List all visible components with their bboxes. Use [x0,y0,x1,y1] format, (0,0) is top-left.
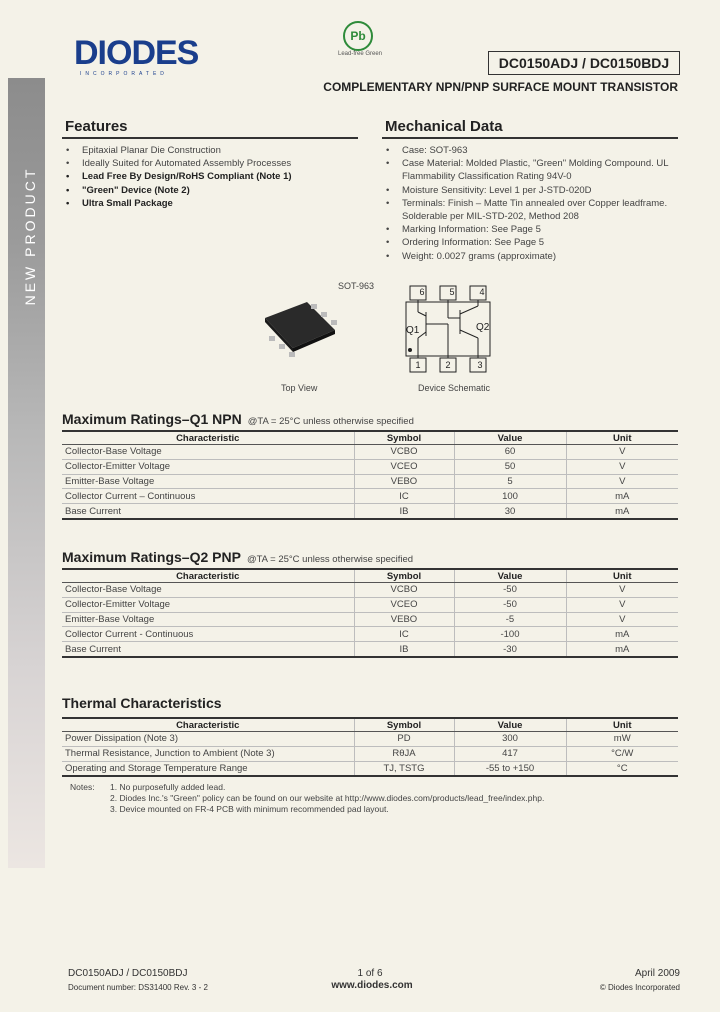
col-symbol: Symbol [354,569,454,583]
table-row: Thermal Resistance, Junction to Ambient (Note 3) RθJA 417 °C/W [62,746,678,761]
thermal-table-title: Thermal Characteristics [62,695,222,711]
q1-ratings-section [62,411,678,520]
q2-ratings-table [62,568,678,658]
mechanical-title: Mechanical Data [382,115,678,139]
lead-free-label: Lead-free Green [337,51,383,57]
q1-ratings-table [62,430,678,520]
col-symbol: Symbol [354,431,454,445]
table-row: Base Current IB -30 mA [62,642,678,657]
mechanical-section [382,115,678,263]
q1-table-title: Maximum Ratings–Q1 NPN [62,411,242,427]
footer-date: April 2009 [634,968,680,979]
note-item: 2. Diodes Inc.'s "Green" policy can be found on our website at http://www.diodes.com/products/lead_free/index.php. [110,793,545,803]
table-row: Collector-Emitter Voltage VCEO -50 V [62,597,678,612]
q1-table-condition: @TA = 25°C unless otherwise specified [247,416,414,427]
q1-label: Q1 [406,325,420,336]
pin-5-label: 5 [449,287,455,297]
col-value: Value [454,569,566,583]
mechanical-item: • Moisture Sensitivity: Level 1 per J-STD-020D [382,184,678,197]
pin-1-label: 1 [415,360,421,370]
feature-item: • Lead Free By Design/RoHS Compliant (Note 1) [62,170,358,183]
mechanical-item: • Case: SOT-963 [382,144,678,157]
col-characteristic: Characteristic [62,718,354,732]
part-number: DC0150ADJ / DC0150BDJ [488,51,680,75]
diodes-logo: DIODES [74,34,199,72]
pin-2-label: 2 [445,360,451,370]
mechanical-item: • Marking Information: See Page 5 [382,223,678,236]
note-item: 1. No purposefully added lead. [110,782,226,792]
q2-label: Q2 [476,322,490,333]
q2-table-title: Maximum Ratings–Q2 PNP [62,549,241,565]
mechanical-item: • Terminals: Finish – Matte Tin annealed over Copper leadframe. Solderable per MIL-STD-202, Method 208 [382,197,678,223]
q2-ratings-section [62,549,678,658]
diodes-logo-sub: INCORPORATED [80,71,168,77]
side-banner-text: NEW PRODUCT [22,166,38,306]
col-symbol: Symbol [354,718,454,732]
pin-4-label: 4 [479,287,485,297]
top-view-label: Top View [281,383,318,393]
mechanical-item: • Weight: 0.0027 grams (approximate) [382,250,678,263]
feature-item: • Ideally Suited for Automated Assembly Processes [62,157,358,170]
package-label: SOT-963 [338,281,375,291]
q2-table-condition: @TA = 25°C unless otherwise specified [246,554,414,565]
col-characteristic: Characteristic [62,431,354,445]
footer-copyright: © Diodes Incorporated [599,983,680,992]
mechanical-list [382,144,678,263]
table-row: Emitter-Base Voltage VEBO 5 V [62,474,678,489]
mechanical-item: • Case Material: Molded Plastic, "Green" Molding Compound. UL Flammability Classification Rating 94V-0 [382,157,678,183]
table-row: Collector Current - Continuous IC -100 mA [62,627,678,642]
pin-3-label: 3 [477,360,483,370]
feature-item: • "Green" Device (Note 2) [62,184,358,197]
note-item: 3. Device mounted on FR-4 PCB with minimum recommended pad layout. [110,804,389,814]
thermal-table [62,717,678,777]
col-unit: Unit [566,431,678,445]
table-row: Power Dissipation (Note 3) PD 300 mW [62,732,678,747]
table-row: Emitter-Base Voltage VEBO -5 V [62,612,678,627]
col-value: Value [454,718,566,732]
col-value: Value [454,431,566,445]
feature-item: • Epitaxial Planar Die Construction [62,144,358,157]
notes-label: Notes: [70,782,95,792]
features-section [62,115,358,210]
col-unit: Unit [566,569,678,583]
pin-6-label: 6 [419,287,425,297]
table-row: Operating and Storage Temperature Range TJ, TSTG -55 to +150 °C [62,761,678,776]
side-banner [8,78,45,868]
table-row: Collector-Emitter Voltage VCEO 50 V [62,459,678,474]
feature-item: • Ultra Small Package [62,197,358,210]
table-row: Base Current IB 30 mA [62,504,678,519]
notes-list [110,782,544,815]
col-characteristic: Characteristic [62,569,354,583]
table-row: Collector-Base Voltage VCBO -50 V [62,583,678,598]
features-list [62,144,358,210]
schematic-label: Device Schematic [418,383,491,393]
table-row: Collector Current – Continuous IC 100 mA [62,489,678,504]
page-subtitle: COMPLEMENTARY NPN/PNP SURFACE MOUNT TRANSISTOR [323,80,678,94]
footer-website-link[interactable]: www.diodes.com [331,980,413,991]
sot963-package-icon [255,298,345,360]
table-row: Collector-Base Voltage VCBO 60 V [62,445,678,460]
col-unit: Unit [566,718,678,732]
footer-doc: Document number: DS31400 Rev. 3 - 2 [68,983,208,992]
lead-free-icon: Pb [343,21,373,51]
footer-part: DC0150ADJ / DC0150BDJ [68,968,188,979]
mechanical-item: • Ordering Information: See Page 5 [382,236,678,249]
features-title: Features [62,115,358,139]
footer-page: 1 of 6 [357,968,383,979]
thermal-section [62,695,678,777]
